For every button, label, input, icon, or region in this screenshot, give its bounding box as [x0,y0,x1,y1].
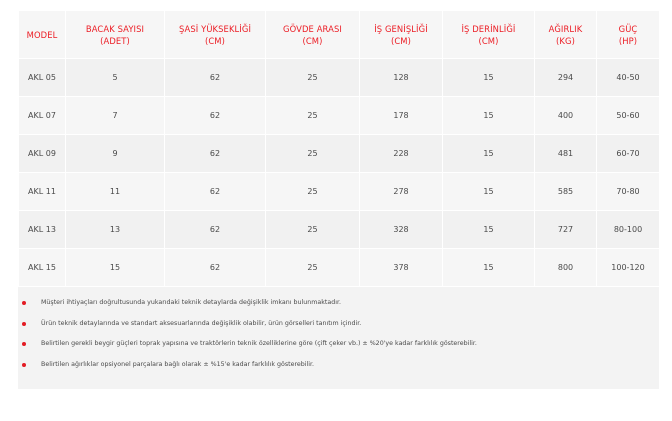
cell-working-depth: 15 [443,97,535,135]
bullet-icon [22,301,26,305]
cell-leg-count: 9 [66,135,165,173]
cell-leg-count: 5 [66,59,165,97]
cell-weight: 481 [535,135,597,173]
header-leg-count: BACAK SAYISI (ADET) [66,11,165,59]
cell-power: 50-60 [597,97,660,135]
cell-model: AKL 11 [19,173,66,211]
spec-table [18,10,660,287]
bullet-icon [22,322,26,326]
note-text: Belirtilen ağırlıklar opsiyonel parçalara bağlı olarak ± %15'e kadar farklılık gösterebilir. [41,360,315,368]
cell-weight: 727 [535,211,597,249]
cell-weight: 400 [535,97,597,135]
cell-working-depth: 15 [443,135,535,173]
cell-model: AKL 13 [19,211,66,249]
header-body-spacing: GÖVDE ARASI (CM) [266,11,360,59]
list-item [18,319,659,343]
note-text: Müşteri ihtiyaçları doğrultusunda yukarıdaki teknik detaylarda değişiklik imkanı bulunmaktadır. [41,299,341,306]
cell-body-spacing: 25 [266,211,360,249]
cell-chassis-height: 62 [165,173,266,211]
table-header-row [19,11,660,59]
cell-power: 80-100 [597,211,660,249]
cell-body-spacing: 25 [266,173,360,211]
cell-power: 70-80 [597,173,660,211]
cell-working-width: 378 [360,249,443,287]
cell-chassis-height: 62 [165,249,266,287]
cell-chassis-height: 62 [165,97,266,135]
cell-power: 60-70 [597,135,660,173]
table-row [19,211,660,249]
notes-box [18,287,659,389]
cell-leg-count: 11 [66,173,165,211]
header-weight: AĞIRLIK (KG) [535,11,597,59]
cell-working-width: 278 [360,173,443,211]
cell-leg-count: 15 [66,249,165,287]
cell-leg-count: 13 [66,211,165,249]
table-row [19,59,660,97]
cell-working-width: 128 [360,59,443,97]
cell-chassis-height: 62 [165,59,266,97]
cell-model: AKL 07 [19,97,66,135]
cell-power: 40-50 [597,59,660,97]
cell-chassis-height: 62 [165,211,266,249]
cell-body-spacing: 25 [266,59,360,97]
bullet-icon [22,363,26,367]
cell-model: AKL 15 [19,249,66,287]
cell-working-width: 328 [360,211,443,249]
cell-model: AKL 09 [19,135,66,173]
header-chassis-height: ŞASİ YÜKSEKLİĞİ (CM) [165,11,266,59]
header-working-depth: İŞ DERİNLİĞİ (CM) [443,11,535,59]
cell-body-spacing: 25 [266,249,360,287]
spec-table-container [18,10,659,389]
cell-working-width: 178 [360,97,443,135]
table-row [19,135,660,173]
cell-body-spacing: 25 [266,135,360,173]
cell-leg-count: 7 [66,97,165,135]
table-row [19,97,660,135]
cell-weight: 800 [535,249,597,287]
cell-working-depth: 15 [443,59,535,97]
note-text: Belirtilen gerekli beygir güçleri toprak yapısına ve traktörlerin teknik özelliklerine göre (çift çeker vb.) ± %20'ye kadar farklılık gösterebilir. [41,340,477,347]
list-item [18,342,659,363]
note-text: Ürün teknik detaylarında ve standart aksesuarlarında değişiklik olabilir, ürün görselleri tanıtım içindir. [41,319,362,327]
cell-working-depth: 15 [443,211,535,249]
cell-weight: 294 [535,59,597,97]
header-power: GÜÇ (HP) [597,11,660,59]
cell-model: AKL 05 [19,59,66,97]
table-row [19,249,660,287]
cell-power: 100-120 [597,249,660,287]
cell-working-depth: 15 [443,173,535,211]
bullet-icon [22,342,26,346]
table-row [19,173,660,211]
cell-body-spacing: 25 [266,97,360,135]
cell-weight: 585 [535,173,597,211]
cell-working-width: 228 [360,135,443,173]
list-item [18,301,659,322]
header-model: MODEL [19,11,66,59]
header-working-width: İŞ GENİŞLİĞİ (CM) [360,11,443,59]
cell-working-depth: 15 [443,249,535,287]
list-item [18,360,659,384]
cell-chassis-height: 62 [165,135,266,173]
